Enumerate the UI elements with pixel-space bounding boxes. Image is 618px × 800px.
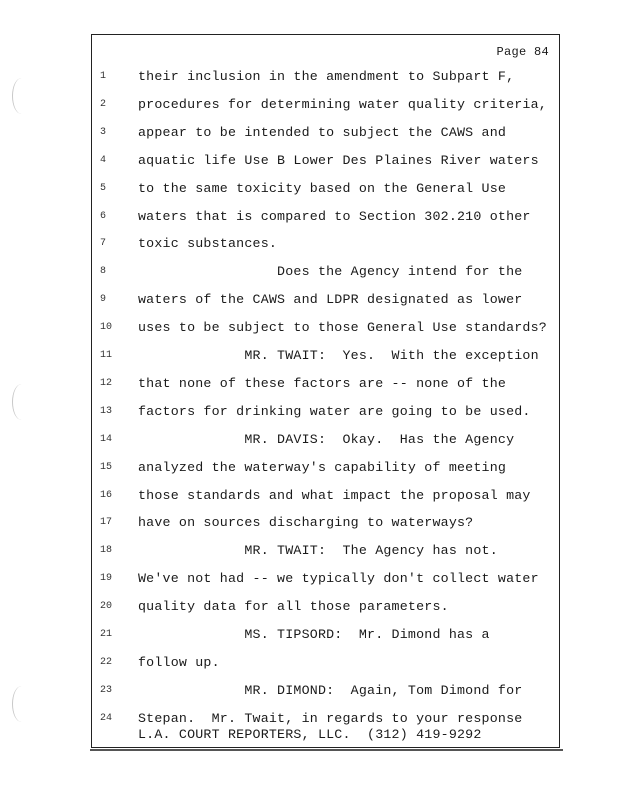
punch-hole-top — [12, 78, 31, 114]
transcript-line — [92, 374, 561, 394]
transcript-line — [92, 541, 561, 561]
line-text: MR. TWAIT: The Agency has not. — [138, 543, 498, 559]
transcript-line — [92, 681, 561, 701]
transcript-line — [92, 458, 561, 478]
transcript-line — [92, 207, 561, 227]
line-number: 24 — [100, 712, 113, 724]
line-number: 9 — [100, 294, 107, 306]
line-text: to the same toxicity based on the General Use — [138, 180, 507, 196]
line-text: follow up. — [138, 654, 220, 670]
line-number: 5 — [100, 182, 107, 194]
line-number: 10 — [100, 322, 113, 334]
line-number: 23 — [100, 684, 113, 696]
transcript-line — [92, 513, 561, 533]
transcript-line — [92, 346, 561, 366]
line-text: uses to be subject to those General Use standards? — [138, 320, 547, 336]
line-text: Does the Agency intend for the — [138, 264, 523, 280]
court-reporter-footer: L.A. COURT REPORTERS, LLC. (312) 419-9292 — [138, 727, 482, 742]
line-text: appear to be intended to subject the CAWS and — [138, 124, 507, 140]
line-number: 13 — [100, 405, 113, 417]
line-text: toxic substances. — [138, 236, 278, 252]
transcript-line — [92, 151, 561, 171]
line-text: MR. DIMOND: Again, Tom Dimond for — [138, 682, 523, 698]
line-number: 6 — [100, 210, 107, 222]
line-text: analyzed the waterway's capability of meeting — [138, 459, 507, 475]
line-text: procedures for determining water quality criteria, — [138, 96, 547, 112]
line-number: 22 — [100, 656, 113, 668]
line-number: 8 — [100, 266, 107, 278]
line-text: aquatic life Use B Lower Des Plaines River waters — [138, 152, 539, 168]
line-number: 15 — [100, 461, 113, 473]
transcript-line — [92, 430, 561, 450]
line-number: 21 — [100, 629, 113, 640]
transcript-line — [92, 597, 561, 617]
punch-hole-middle — [12, 384, 31, 420]
line-number: 20 — [100, 601, 113, 613]
line-text: their inclusion in the amendment to Subpart F, — [138, 69, 515, 84]
line-number: 4 — [100, 154, 107, 166]
line-text: waters of the CAWS and LDPR designated as lower — [138, 292, 523, 308]
line-text: MS. TIPSORD: Mr. Dimond has a — [138, 627, 490, 642]
transcript-line — [92, 625, 561, 645]
line-number: 19 — [100, 573, 113, 585]
transcript-line — [92, 95, 561, 115]
line-number: 14 — [100, 433, 113, 445]
transcript-line — [92, 290, 561, 310]
page-number: Page 84 — [496, 45, 549, 59]
transcript-line — [92, 569, 561, 589]
line-text: have on sources discharging to waterways? — [138, 515, 474, 531]
line-number: 18 — [100, 545, 113, 557]
transcript-line — [92, 67, 561, 87]
line-text: waters that is compared to Section 302.210 other — [138, 208, 531, 224]
line-number: 11 — [100, 350, 113, 361]
transcript-line — [92, 262, 561, 282]
line-text: that none of these factors are -- none of the — [138, 375, 507, 391]
transcript-line — [92, 179, 561, 199]
transcript-line — [92, 402, 561, 422]
line-text: We've not had -- we typically don't collect water — [138, 571, 539, 587]
line-text: quality data for all those parameters. — [138, 599, 449, 615]
transcript-line — [92, 123, 561, 143]
punch-hole-bottom — [12, 686, 31, 722]
transcript-line — [92, 318, 561, 338]
transcript-line — [92, 653, 561, 673]
line-text: factors for drinking water are going to be used. — [138, 403, 531, 419]
line-text: those standards and what impact the proposal may — [138, 487, 531, 503]
line-number: 12 — [100, 377, 113, 389]
transcript-line — [92, 486, 561, 506]
line-number: 3 — [100, 126, 107, 138]
transcript-page — [91, 34, 560, 748]
line-text: Stepan. Mr. Twait, in regards to your response — [138, 710, 523, 726]
transcript-line — [92, 709, 561, 729]
line-number: 1 — [100, 71, 107, 82]
line-text: MR. TWAIT: Yes. With the exception — [138, 348, 539, 363]
line-number: 7 — [100, 238, 107, 250]
line-number: 2 — [100, 98, 107, 110]
line-number: 16 — [100, 489, 113, 501]
line-text: MR. DAVIS: Okay. Has the Agency — [138, 431, 515, 447]
transcript-line — [92, 234, 561, 254]
line-number: 17 — [100, 517, 113, 529]
